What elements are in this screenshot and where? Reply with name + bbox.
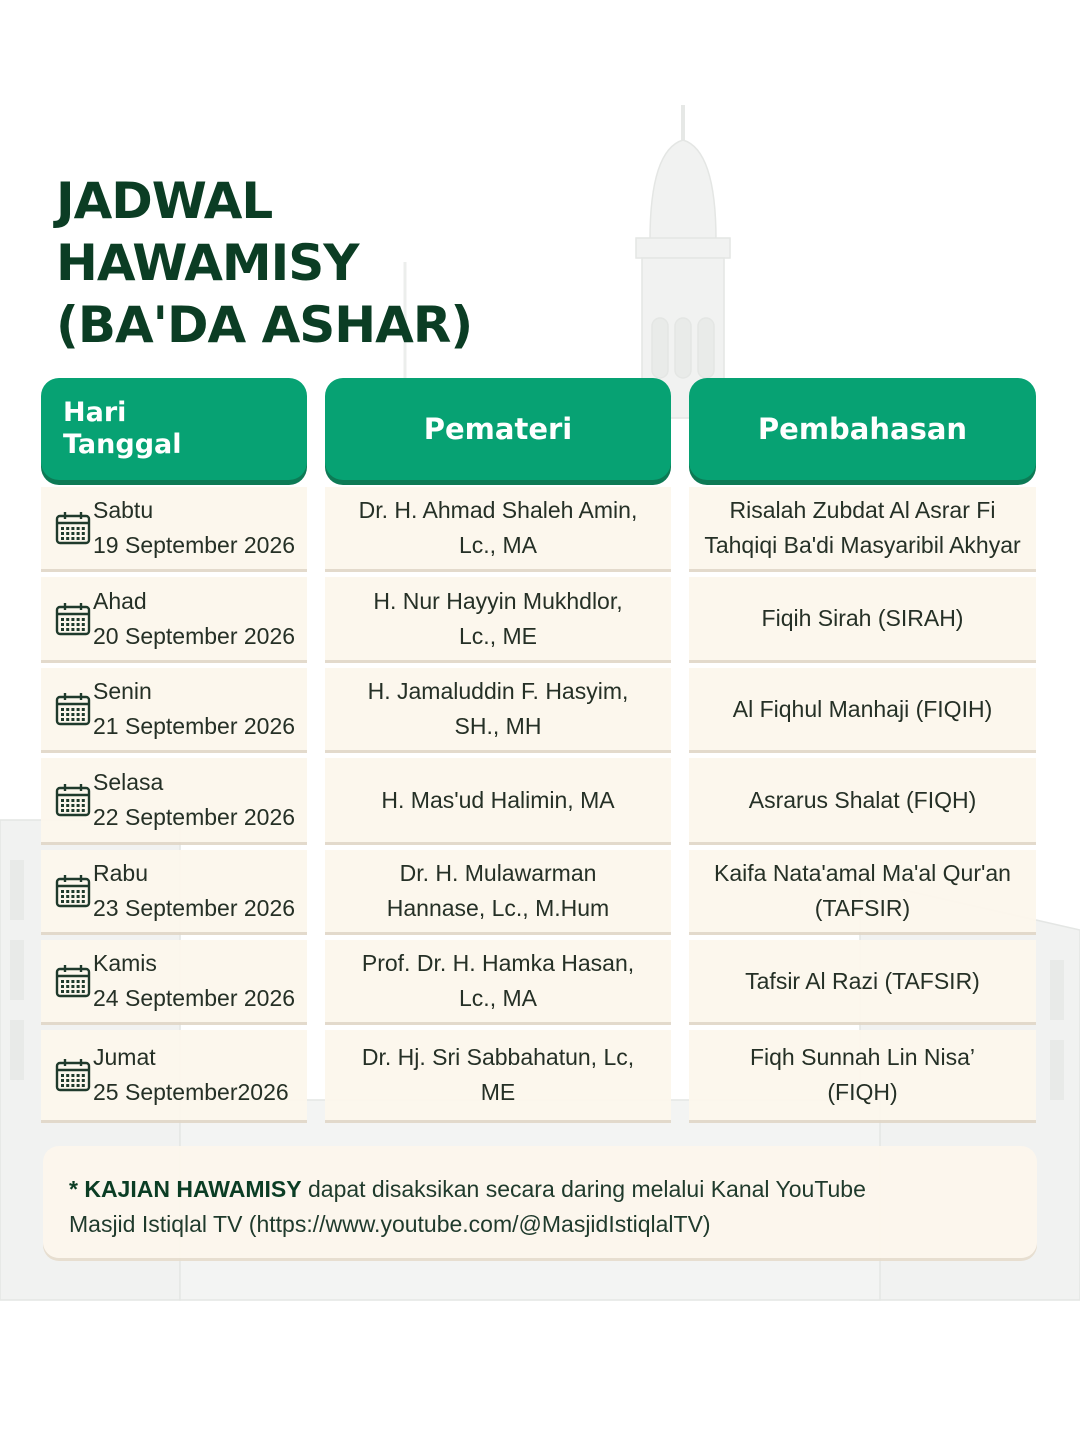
day-name: Jumat bbox=[93, 1044, 156, 1070]
topic-line: (TAFSIR) bbox=[814, 895, 911, 921]
topic-line: Kaifa Nata'amal Ma'al Qur'an bbox=[714, 860, 1011, 886]
topic-line: Fiqh Sunnah Lin Nisa’ bbox=[749, 1044, 976, 1070]
date-text: 20 September 2026 bbox=[93, 622, 296, 649]
speaker-cell bbox=[325, 850, 671, 932]
day-date-text bbox=[93, 493, 295, 563]
calendar-icon bbox=[55, 873, 91, 909]
day-name: Kamis bbox=[93, 950, 157, 976]
topic-line: Fiqih Sirah (SIRAH) bbox=[761, 605, 964, 631]
date-text: 22 September 2026 bbox=[93, 804, 296, 830]
day-date-text bbox=[93, 584, 295, 654]
header-topic-label: Pembahasan bbox=[757, 412, 968, 446]
speaker-name-line: H. Mas'ud Halimin, MA bbox=[381, 786, 615, 813]
day-date-text bbox=[93, 1040, 289, 1110]
speaker-name-line: Lc., MA bbox=[459, 532, 537, 558]
date-text: 21 September 2026 bbox=[93, 713, 296, 739]
date-text: 19 September 2026 bbox=[93, 532, 296, 558]
note-bold-label: * KAJIAN HAWAMISY bbox=[69, 1176, 302, 1202]
note-line-1: dapat disaksikan secara daring melalui Kanal YouTube bbox=[301, 1176, 866, 1202]
day-name: Rabu bbox=[93, 860, 148, 886]
speaker-name-line: SH., MH bbox=[454, 713, 542, 739]
youtube-note bbox=[43, 1146, 1037, 1258]
day-name: Senin bbox=[93, 678, 152, 704]
page-title bbox=[56, 170, 472, 356]
header-topic bbox=[689, 378, 1036, 480]
speaker-name-line: Dr. H. Ahmad Shaleh Amin, bbox=[358, 497, 638, 523]
speaker-name-line: Hannase, Lc., M.Hum bbox=[386, 895, 610, 921]
day-name: Selasa bbox=[93, 769, 164, 795]
header-day-date bbox=[41, 378, 307, 480]
topic-cell bbox=[689, 1030, 1036, 1120]
day-cell bbox=[41, 940, 307, 1022]
day-date-text bbox=[93, 674, 295, 744]
topic-cell bbox=[689, 577, 1036, 660]
day-name: Sabtu bbox=[93, 497, 154, 523]
speaker-cell bbox=[325, 487, 671, 569]
calendar-icon bbox=[55, 963, 91, 999]
speaker-name-line: Prof. Dr. H. Hamka Hasan, bbox=[361, 950, 635, 976]
schedule-speaker-column bbox=[325, 487, 671, 1120]
calendar-icon bbox=[55, 1057, 91, 1093]
header-speaker-label: Pemateri bbox=[423, 412, 573, 446]
title-line-3: (BA'DA ASHAR) bbox=[56, 296, 473, 354]
topic-line: Al Fiqhul Manhaji (FIQIH) bbox=[732, 695, 993, 722]
topic-cell bbox=[689, 668, 1036, 750]
note-line-2: Masjid Istiqlal TV (https://www.youtube.com/@MasjidIstiqlalTV) bbox=[69, 1211, 711, 1237]
topic-line: Tahqiqi Ba'di Masyaribil Akhyar bbox=[704, 532, 1021, 558]
topic-cell bbox=[689, 758, 1036, 842]
day-date-text bbox=[93, 765, 295, 835]
day-cell bbox=[41, 1030, 307, 1120]
speaker-name-line: Lc., ME bbox=[459, 622, 537, 649]
day-cell bbox=[41, 577, 307, 660]
day-cell bbox=[41, 758, 307, 842]
speaker-name-line: ME bbox=[480, 1079, 516, 1105]
title-line-2: HAWAMISY bbox=[56, 234, 359, 292]
calendar-icon bbox=[55, 601, 91, 637]
topic-line: Risalah Zubdat Al Asrar Fi bbox=[729, 497, 996, 523]
speaker-cell bbox=[325, 758, 671, 842]
speaker-cell bbox=[325, 940, 671, 1022]
topic-cell bbox=[689, 940, 1036, 1022]
day-name: Ahad bbox=[93, 587, 147, 614]
calendar-icon bbox=[55, 691, 91, 727]
day-date-text bbox=[93, 946, 295, 1016]
date-text: 24 September 2026 bbox=[93, 985, 296, 1011]
date-text: 25 September2026 bbox=[93, 1079, 289, 1105]
header-date-label: Tanggal bbox=[63, 429, 182, 460]
header-speaker bbox=[325, 378, 671, 480]
day-cell bbox=[41, 850, 307, 932]
date-text: 23 September 2026 bbox=[93, 895, 296, 921]
topic-line: (FIQH) bbox=[827, 1079, 898, 1105]
topic-cell bbox=[689, 487, 1036, 569]
speaker-name-line: Lc., MA bbox=[459, 985, 537, 1011]
schedule-topic-column bbox=[689, 487, 1036, 1120]
day-cell bbox=[41, 487, 307, 569]
speaker-name-line: Dr. Hj. Sri Sabbahatun, Lc, bbox=[361, 1044, 635, 1070]
day-date-text bbox=[93, 856, 295, 926]
calendar-icon bbox=[55, 510, 91, 546]
speaker-name-line: H. Nur Hayyin Mukhdlor, bbox=[373, 587, 623, 614]
day-cell bbox=[41, 668, 307, 750]
schedule-day-column bbox=[41, 487, 307, 1120]
speaker-name-line: Dr. H. Mulawarman bbox=[399, 860, 597, 886]
topic-line: Tafsir Al Razi (TAFSIR) bbox=[745, 967, 980, 994]
speaker-cell bbox=[325, 1030, 671, 1120]
header-day-label: Hari bbox=[63, 397, 127, 428]
title-line-1: JADWAL bbox=[56, 172, 273, 230]
topic-line: Asrarus Shalat (FIQH) bbox=[748, 786, 977, 813]
speaker-name-line: H. Jamaluddin F. Hasyim, bbox=[367, 678, 629, 704]
speaker-cell bbox=[325, 668, 671, 750]
speaker-cell bbox=[325, 577, 671, 660]
calendar-icon bbox=[55, 782, 91, 818]
topic-cell bbox=[689, 850, 1036, 932]
